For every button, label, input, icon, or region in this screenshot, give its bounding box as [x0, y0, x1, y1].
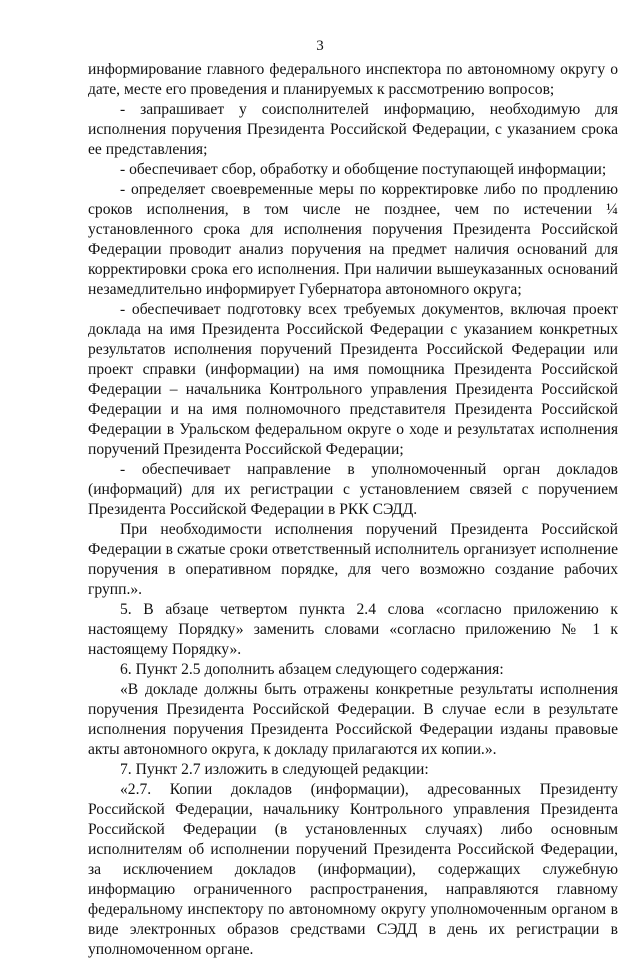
paragraph-urgent-execution: При необходимости исполнения поручений Президента Российской Федерации в сжатые сроки ответственный исполнитель организует исполнение поручения в оперативном порядке, для чего возможно создание рабочих групп.».	[88, 521, 618, 598]
paragraph-item-7: 7. Пункт 2.7 изложить в следующей редакции:	[120, 761, 429, 778]
page-number: 3	[316, 38, 324, 54]
paragraph-item-7-text: «2.7. Копии докладов (информации), адресованных Президенту Российской Федерации, начальнику Контрольного управления Президента Российской Федерации (в установленных случаях) либо основным исполнителям об исполнении поручений Президента Российской Федерации, за исключением докладов (информации), содержащих служебную информацию ограниченного распространения, направляются главному федеральному инспектору по автономному округу уполномоченным органом в виде электронных образов средствами СЭДД в день их регистрации в уполномоченном органе.	[88, 781, 618, 958]
paragraph-item-6: 6. Пункт 2.5 дополнить абзацем следующего содержания:	[120, 661, 504, 678]
paragraph-continuation: информирование главного федерального инспектора по автономному округу о дате, месте его проведения и планируемых к рассмотрению вопросов;	[88, 61, 618, 98]
document-body	[88, 60, 618, 960]
paragraph-send-reports: - обеспечивает направление в уполномоченный орган докладов (информаций) для их регистрации с установлением связей с поручением Президента Российской Федерации в РКК СЭДД.	[88, 461, 618, 518]
paragraph-request-info: - запрашивает у соисполнителей информацию, необходимую для исполнения поручения Президента Российской Федерации, с указанием срока ее представления;	[88, 101, 618, 158]
paragraph-prepare-documents: - обеспечивает подготовку всех требуемых документов, включая проект доклада на имя Президента Российской Федерации с указанием конкретных результатов исполнения поручений Президента Российской Федерации или проект справки (информации) на имя помощника Президента Российской Федерации – начальника Контрольного управления Президента Российской Федерации и на имя полномочного представителя Президента Российской Федерации в Уральском федеральном округе о ходе и результатах исполнения поручений Президента Российской Федерации;	[88, 301, 618, 458]
paragraph-item-5: 5. В абзаце четвертом пункта 2.4 слова «согласно приложению к настоящему Порядку» заменить словами «согласно приложению № 1 к настоящему Порядку».	[88, 601, 618, 658]
paragraph-deadline-measures: - определяет своевременные меры по корректировке либо по продлению сроков исполнения, в том числе не позднее, чем по истечении ¼ установленного срока для исполнения поручения Президента Российской Федерации проводит анализ поручения на предмет наличия оснований для корректировки срока его исполнения. При наличии вышеуказанных оснований незамедлительно информирует Губернатора автономного округа;	[88, 181, 618, 298]
paragraph-collect-info: - обеспечивает сбор, обработку и обобщение поступающей информации;	[120, 161, 607, 178]
paragraph-item-6-text: «В докладе должны быть отражены конкретные результаты исполнения поручения Президента Российской Федерации. В случае если в результате исполнения поручения Президента Российской Федерации изданы правовые акты автономного округа, к докладу прилагаются их копии.».	[88, 681, 618, 758]
